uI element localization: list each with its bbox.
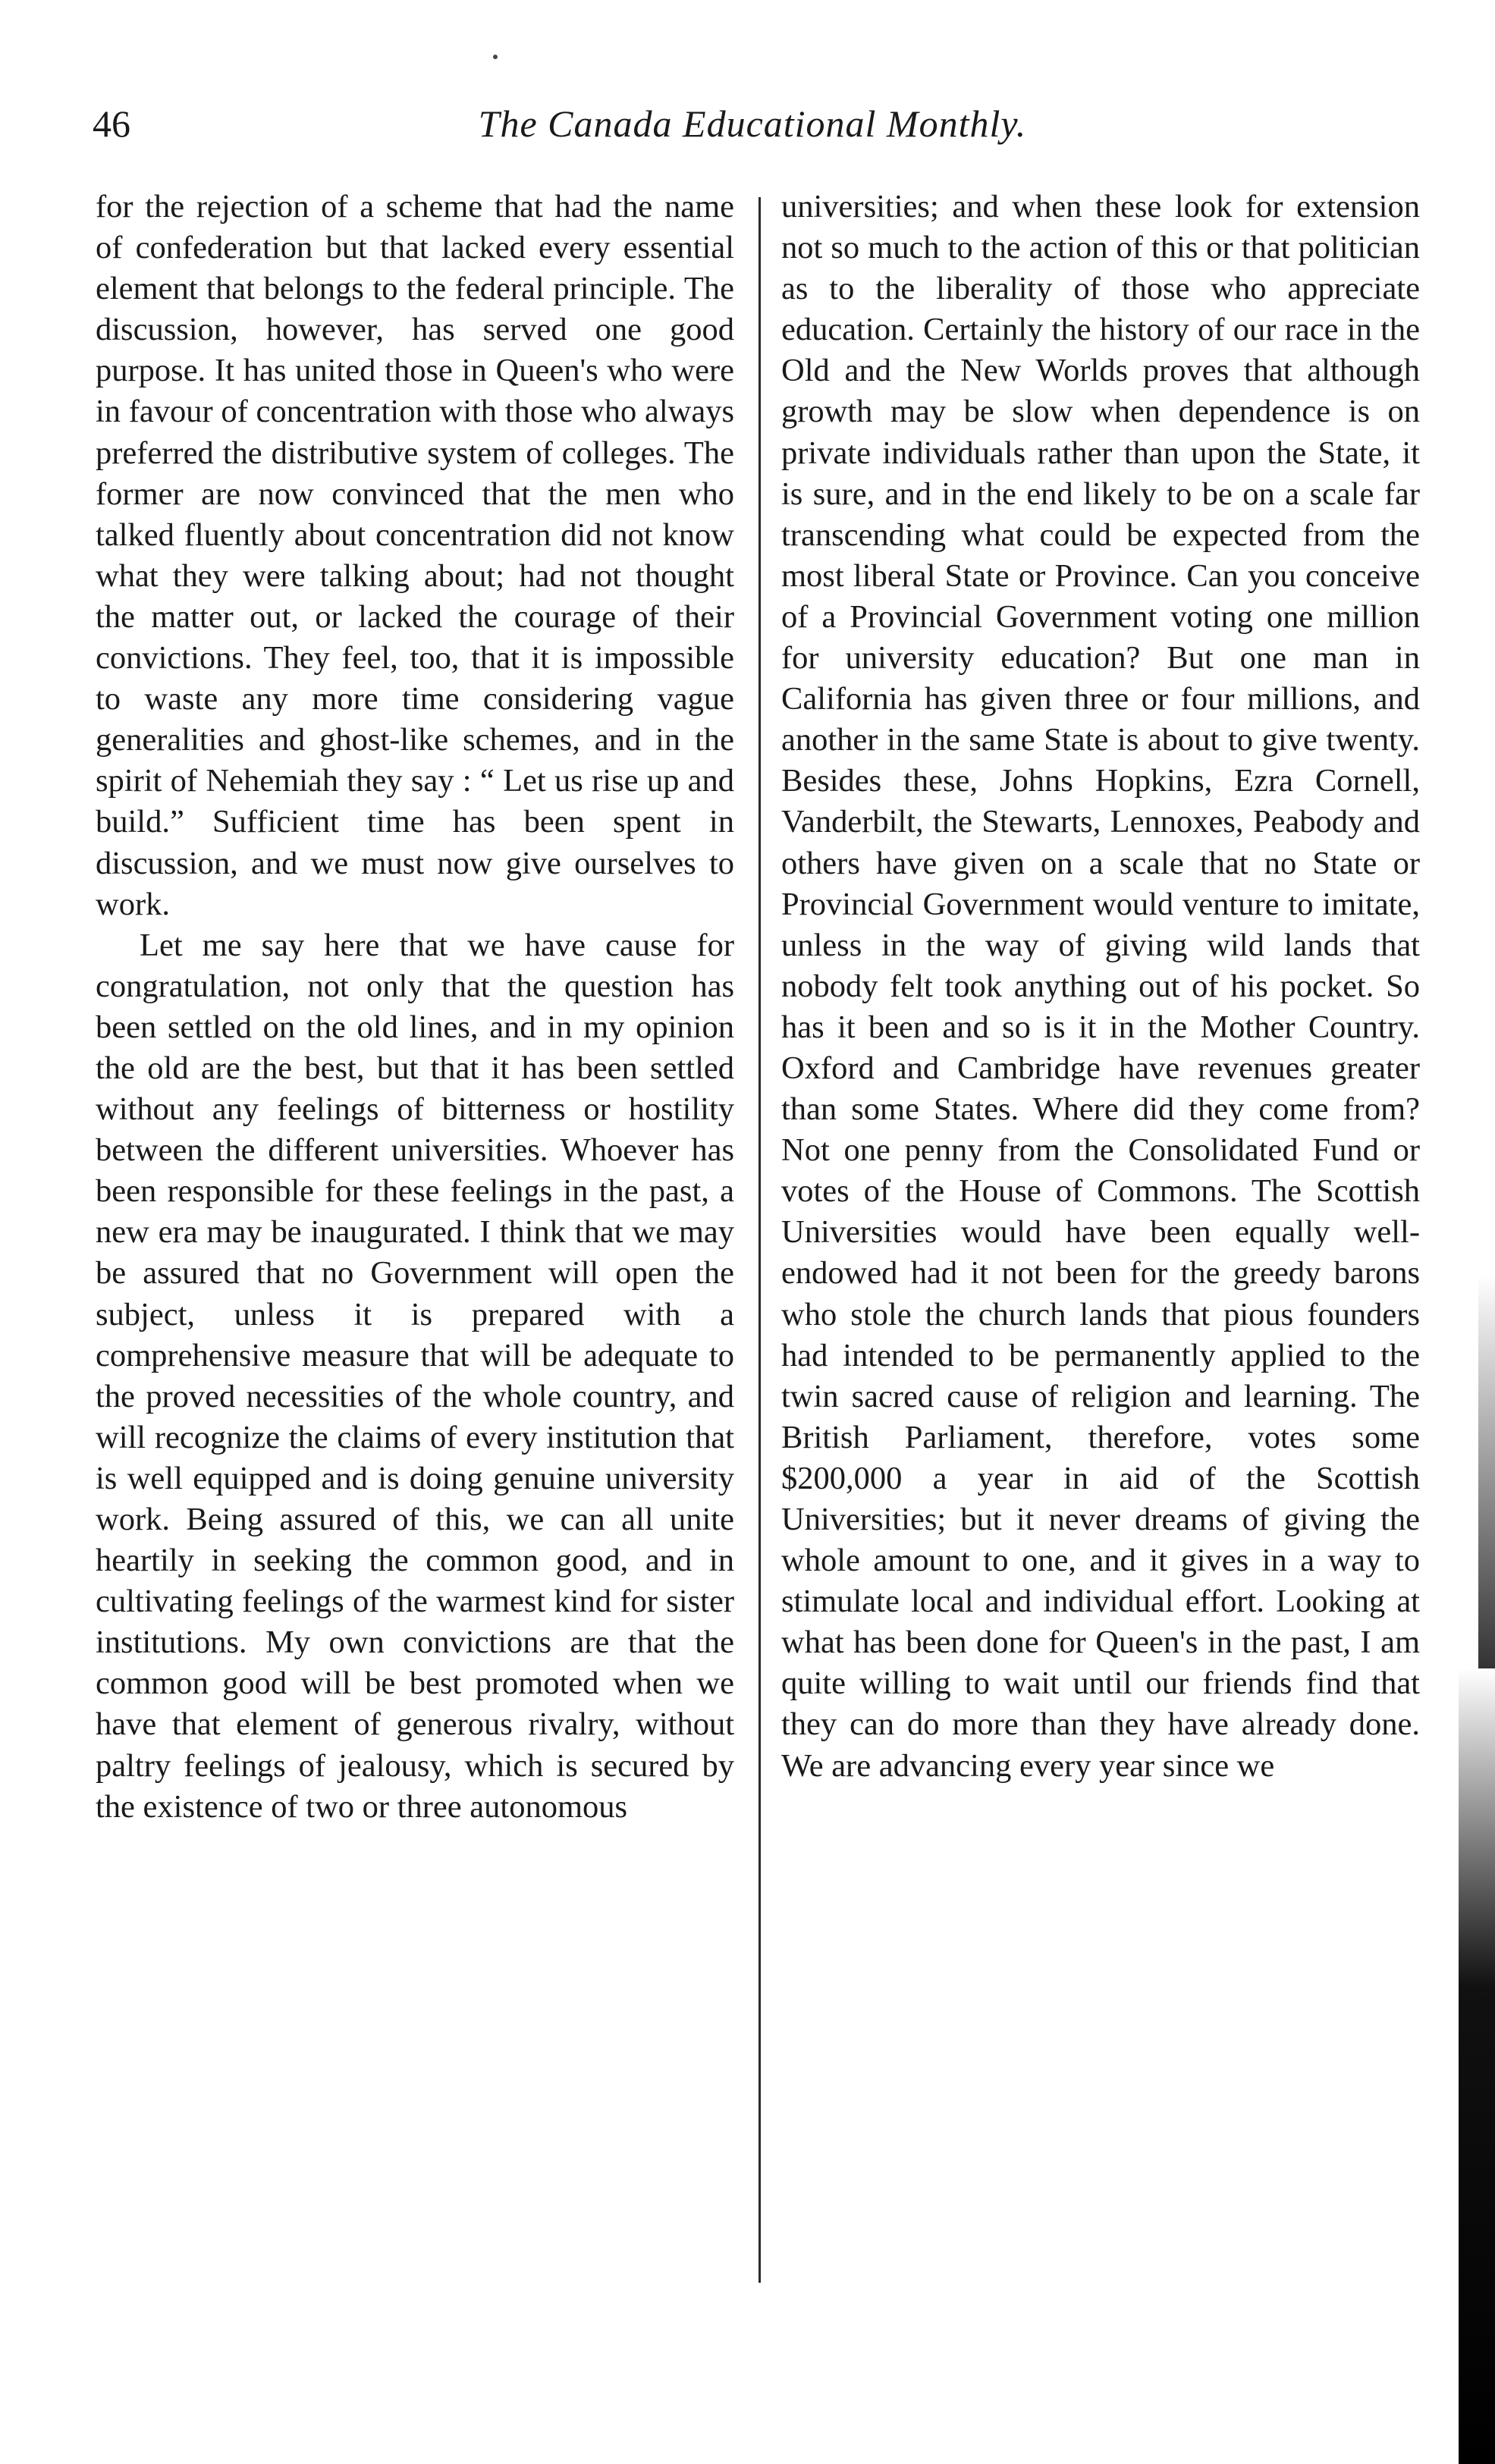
scan-edge-shadow bbox=[1459, 1668, 1495, 2464]
stray-ink-mark bbox=[493, 55, 498, 59]
page-number: 46 bbox=[93, 102, 130, 145]
column-divider bbox=[758, 197, 761, 2283]
left-column bbox=[96, 187, 734, 2295]
page-header bbox=[93, 89, 1412, 158]
scan-edge-shadow-top bbox=[1478, 1274, 1495, 1668]
right-column bbox=[781, 187, 1420, 2295]
right-paragraph-1: universities; and when these look for extension not so much to the action of this or that politician as to the liberality of those who appreciate education. Certainly the history of our race in the Old and the New Worlds proves that although growth may be slow when dependence is on private individuals rather than upon the State, it is sure, and in the end likely to be on a scale far transcending what could be expected from the most liberal State or Province. Can you conceive of a Provincial Government voting one million for university education? But one man in California has given three or four millions, and another in the same State is about to give twenty. Besides these, Johns Hopkins, Ezra Cornell, Vanderbilt, the Stewarts, Lennoxes, Peabody and others have given on a scale that no State or Provincial Government would venture to imitate, unless in the way of giving wild lands that nobody felt took anything out of his pocket. So has it been and so is it in the Mother Country. Oxford and Cambridge have revenues greater than some States. Where did they come from? Not one penny from the Consolidated Fund or votes of the House of Commons. The Scottish Universities would have been equally well-endowed had it not been for the greedy barons who stole the church lands that pious founders had intended to be permanently applied to the twin sacred cause of religion and learning. The British Parliament, therefore, votes some $200,000 a year in aid of the Scottish Universities; but it never dreams of giving the whole amount to one, and it gives in a way to stimulate local and individual effort. Looking at what has been done for Queen's in the past, I am quite willing to wait until our friends find that they can do more than they have already done. We are advancing every year since we bbox=[781, 189, 1420, 1784]
left-paragraph-1: for the rejection of a scheme that had the name of confederation but that lacked every essential element that belongs to the federal principle. The discussion, however, has served one good purpose. It has united those in Queen's who were in favour of concentration with those who always preferred the distributive system of colleges. The former are now convinced that the men who talked fluently about concentration did not know what they were talking about; had not thought the matter out, or lacked the courage of their convictions. They feel, too, that it is impossible to waste any more time considering vague generalities and ghost-like schemes, and in the spirit of Nehemiah they say : “ Let us rise up and build.” Sufficient time has been spent in discussion, and we must now give ourselves to work. bbox=[96, 189, 734, 922]
running-title: The Canada Educational Monthly. bbox=[478, 102, 1027, 145]
left-paragraph-2: Let me say here that we have cause for congratulation, not only that the question has been settled on the old lines, and in my opinion the old are the best, but that it has been settled without any feelings of bitterness or hostility between the different universities. Whoever has been responsible for these feelings in the past, a new era may be inaugurated. I think that we may be assured that no Government will open the subject, unless it is prepared with a comprehensive measure that will be adequate to the proved necessities of the whole country, and will recognize the claims of every institution that is well equipped and is doing genuine university work. Being assured of this, we can all unite heartily in seeking the common good, and in cultivating feelings of the warmest kind for sister institutions. My own convictions are that the common good will be best promoted when we have that element of generous rivalry, without paltry feelings of jealousy, which is secured by the existence of two or three autonomous bbox=[96, 927, 734, 1825]
